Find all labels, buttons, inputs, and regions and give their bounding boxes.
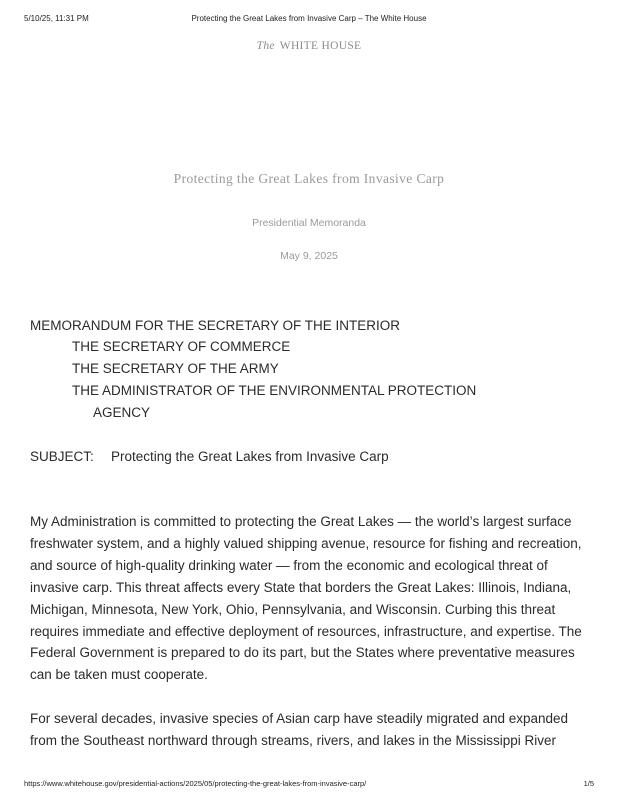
white-house-logo[interactable] xyxy=(0,40,618,52)
body-paragraph: For several decades, invasive species of Asian carp have steadily migrated and expanded from the Southeast northward through streams, rivers, and lakes in the Mississippi River xyxy=(30,711,569,748)
body-paragraph: My Administration is committed to protecting the Great Lakes — the world’s largest surface freshwater system, and a highly valued shipping avenue, resource for fishing and recreation, and source of high-quality drinking water — from the economic and ecological threat of invasive carp. This threat affects every State that borders the Great Lakes: Illinois, Indiana, Michigan, Minnesota, New York, Ohio, Pennsylvania, and Wisconsin. Curbing this threat requires immediate and effective deployment of resources, infrastructure, and expertise. The Federal Government is prepared to do its part, but the States where preventative measures can be taken must cooperate. xyxy=(30,514,582,683)
publish-date: May 9, 2025 xyxy=(280,250,338,262)
logo-name: WHITE HOUSE xyxy=(279,40,362,52)
print-page-number: 1/5 xyxy=(583,779,594,788)
memo-addressee-line: THE SECRETARY OF THE ARMY xyxy=(72,361,279,376)
category-link[interactable]: Presidential Memoranda xyxy=(252,217,366,229)
subject-label: SUBJECT: xyxy=(30,449,94,464)
print-document-title: Protecting the Great Lakes from Invasive Carp – The White House xyxy=(191,14,427,23)
subject-text: Protecting the Great Lakes from Invasive Carp xyxy=(111,449,389,464)
memo-addressee-line: THE SECRETARY OF COMMERCE xyxy=(72,339,291,354)
memo-subject xyxy=(30,449,389,464)
logo-prefix: The xyxy=(256,40,275,52)
memo-addressee-line: MEMORANDUM FOR THE SECRETARY OF THE INTERIOR xyxy=(30,318,401,333)
page-title: Protecting the Great Lakes from Invasive Carp xyxy=(173,171,445,186)
memo-addressee-line: THE ADMINISTRATOR OF THE ENVIRONMENTAL PROTECTION xyxy=(72,383,477,398)
print-timestamp: 5/10/25, 11:31 PM xyxy=(24,14,89,23)
print-url: https://www.whitehouse.gov/presidential-actions/2025/05/protecting-the-great-lakes-from-invasive-carp/ xyxy=(24,779,367,788)
memo-addressee-line: AGENCY xyxy=(93,405,151,420)
